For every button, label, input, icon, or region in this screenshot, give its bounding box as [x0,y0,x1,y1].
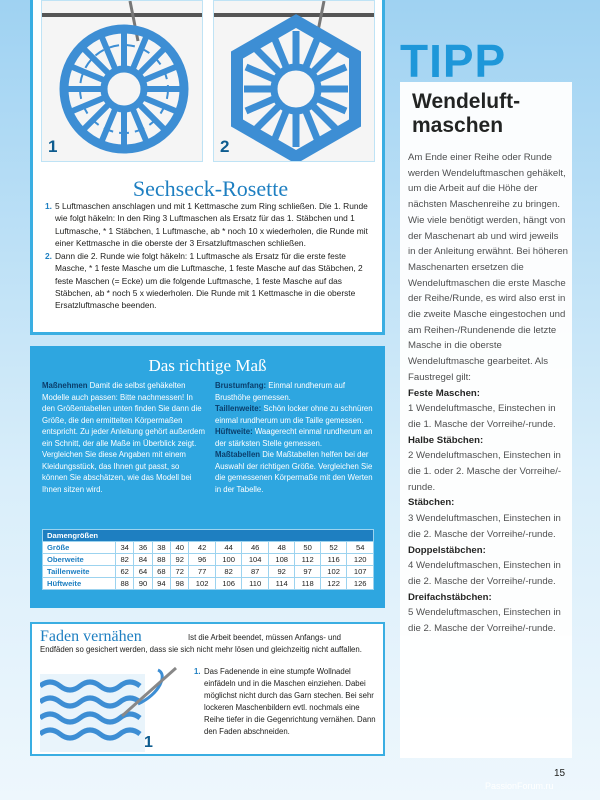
table-cell: 110 [242,578,269,590]
table-header: Damengrößen [43,530,374,542]
table-cell: 102 [320,566,347,578]
table-header-row [43,530,374,542]
rosette-round-2-illustration [214,1,374,161]
measure-label: Maßtabellen [215,450,261,459]
tip-item-heading: Dreifachstäbchen: [408,591,492,603]
table-cell: 104 [242,554,269,566]
measure-left-column [42,380,207,495]
table-cell: 64 [134,566,152,578]
tip-title: Wendeluft-maschen [412,90,521,137]
measurement-section [30,346,385,608]
table-cell: 77 [189,566,216,578]
instruction-step [45,250,375,311]
measure-text: Einmal rundherum auf Brusthöhe gemessen. [215,381,345,402]
table-cell: 112 [295,554,320,566]
tip-item-text: 3 Wendeluftmaschen, Einstechen in die 2. Masche der Vorreihe/-runde. [408,513,561,540]
table-cell: 54 [347,542,374,554]
table-cell: 126 [347,578,374,590]
measure-right-column [215,380,375,495]
measure-label: Taillenweite: [215,404,262,413]
table-cell: 97 [295,566,320,578]
table-cell: 88 [116,578,134,590]
table-cell: 38 [152,542,170,554]
measure-item [215,380,375,403]
table-row [43,554,374,566]
photo-number: 1 [48,137,58,156]
tip-item-text: 2 Wendeluftmaschen, Einstechen in die 1. oder 2. Masche der Vorreihe/-runde. [408,450,562,493]
section-intro: Ist die Arbeit beendet, müssen Anfangs- und Endfäden so gesichert werden, dass sie sich nicht mehr lösen und gleichzeitig nicht auffallen. [40,633,362,654]
measure-item [215,426,375,449]
step-text: Dann die 2. Runde wie folgt häkeln: 1 Luftmasche als Ersatz für die erste feste Masche, * 1 feste Masche um die Luftmasche, 1 feste Masche auf das Stäbchen, 2 feste Maschen (= Ecke) um die folgende Luftmasche, 1 feste Masche auf das Stäbchen, ab * noch 5 x wiederholen. Die Runde mit 1 Kettmasche in die oberste Ersatzluftmasche beenden. [55,251,363,311]
table-cell: 62 [116,566,134,578]
measure-label: Maßnehmen [42,381,88,390]
instruction-step [194,666,382,738]
tip-item-text: 1 Wendeluftmasche, Einstechen in die 1. Masche der Vorreihe/-runde. [408,403,556,430]
tip-item-heading: Doppelstäbchen: [408,544,486,556]
measure-label: Brustumfang: [215,381,267,390]
row-label: Taillenweite [43,566,116,578]
image-number: 1 [144,734,153,751]
measure-text: Damit die selbst gehäkelten Modelle auch passen: Bitte nachmessen! In den Größentabellen unten finden Sie dann die Größe, die den ermittelten Körpermaßen entspricht. Zu jeder Anleitung gehört außerdem ein Schnitt, der alle Maße im Überblick zeigt. Vergleichen Sie diese Angaben mit einem Kleidungsstück, das Ihnen gut passt, so können Sie abschätzen, wie das Modell bei Ihnen sitzen wird. [42,381,205,494]
measure-text: Waagerecht einmal rundherum an der stärksten Stelle gemessen. [215,427,373,448]
watermark: PassionForum.ru [485,781,554,791]
table-cell: 87 [242,566,269,578]
table-cell: 106 [215,578,242,590]
table-cell: 94 [152,578,170,590]
table-cell: 44 [215,542,242,554]
measure-item [215,449,375,495]
table-cell: 92 [171,554,189,566]
measure-label: Hüftweite: [215,427,253,436]
table-cell: 82 [116,554,134,566]
measure-item [215,403,375,426]
step-text: 5 Luftmaschen anschlagen und mit 1 Kettmasche zum Ring schließen. Die 1. Runde wie folgt häkeln: In den Ring 3 Luftmaschen als Ersatz für das 1. Stäbchen und 1 Luftmasche, * 1 Stäbchen, 1 Luftmasche, ab * noch 10 x wiederholen, die Runde mit einer Kettmasche in die oberste der 3 Ersatzluftmaschen schließen. [55,201,368,248]
table-cell: 120 [347,554,374,566]
step-text: Das Fadenende in eine stumpfe Wollnadel einfädeln und in die Maschen einziehen. Dabei möglichst nicht durch das Garn stechen. Bei sehr lockeren Maschenbildern evtl. nochmals eine Reihe tiefer in die Gegenrichtung vernähen. Dann den Faden abschneiden. [204,667,376,736]
table-cell: 50 [295,542,320,554]
measure-text: Die Maßtabellen helfen bei der Auswahl der richtigen Größe. Vergleichen Sie die gemessenen Körpermaße mit den Werten in der Tabelle. [215,450,373,494]
section-title: Sechseck-Rosette [132,176,289,201]
size-table [42,529,374,590]
rosette-round-1-illustration [42,1,202,161]
table-cell: 114 [268,578,295,590]
step-number: 2. [45,251,52,262]
section-title: Das richtige Maß [148,356,267,375]
tip-box [400,82,572,758]
table-row [43,566,374,578]
table-cell: 90 [134,578,152,590]
table-cell: 42 [189,542,216,554]
rosette-photo-2 [213,0,375,162]
step-number: 1. [45,201,52,211]
table-cell: 82 [215,566,242,578]
tip-label: TIPP [400,35,507,87]
rosette-photo-1 [41,0,203,162]
table-cell: 68 [152,566,170,578]
tip-item-heading: Stäbchen: [408,497,455,509]
table-cell: 40 [171,542,189,554]
photo-number: 2 [220,137,230,156]
table-cell: 96 [189,554,216,566]
tip-item-heading: Halbe Stäbchen: [408,434,484,446]
measure-text: Schön locker ohne zu schnüren einmal rundherum um die Taille gemessen. [215,404,373,425]
row-label: Oberweite [43,554,116,566]
tip-item-text: 5 Wendeluftmaschen, Einstechen in die 2. Masche der Vorreihe/-runde. [408,607,561,635]
hexagon-rosette-section [30,0,385,335]
table-cell: 122 [320,578,347,590]
table-row [43,542,374,554]
weaving-in-illustration [40,664,180,752]
table-cell: 107 [347,566,374,578]
section-title: Faden vernähen [40,628,142,645]
step-number: 1. [194,667,201,676]
tip-item-heading: Feste Maschen: [408,387,480,399]
table-cell: 72 [171,566,189,578]
tip-body [408,150,568,637]
table-cell: 108 [268,554,295,566]
row-label: Größe [43,542,116,554]
instruction-step [45,200,375,249]
table-cell: 98 [171,578,189,590]
table-cell: 88 [152,554,170,566]
tip-intro: Am Ende einer Reihe oder Runde werden Wendeluftmaschen gehäkelt, um die Arbeit auf die Höhe der nächsten Maschenreihe zu bringen. Wie viele benötigt werden, hängt von der Maschenart ab und wird jeweils in der Anleitung erwähnt. Bei höheren Maschenarten ersetzen die Wendeluftmaschen die erste Masche der Reihe/Runde, es wird also erst in die zweite Masche eingestochen und am Reihen-/Rundenende die letzte Masche in die oberste Wendeluftmasche gearbeitet. Als Faustregel gilt: [408,152,569,383]
table-cell: 46 [242,542,269,554]
tip-item-text: 4 Wendeluftmaschen, Einstechen in die 2. Masche der Vorreihe/-runde. [408,560,561,587]
page-number: 15 [554,768,566,779]
table-cell: 34 [116,542,134,554]
table-cell: 118 [295,578,320,590]
table-cell: 116 [320,554,347,566]
weaving-in-ends-section [30,622,385,756]
row-label: Hüftweite [43,578,116,590]
table-cell: 92 [268,566,295,578]
table-cell: 48 [268,542,295,554]
table-cell: 36 [134,542,152,554]
table-cell: 52 [320,542,347,554]
instruction-steps [45,200,375,313]
table-cell: 102 [189,578,216,590]
table-cell: 84 [134,554,152,566]
table-cell: 100 [215,554,242,566]
table-row [43,578,374,590]
